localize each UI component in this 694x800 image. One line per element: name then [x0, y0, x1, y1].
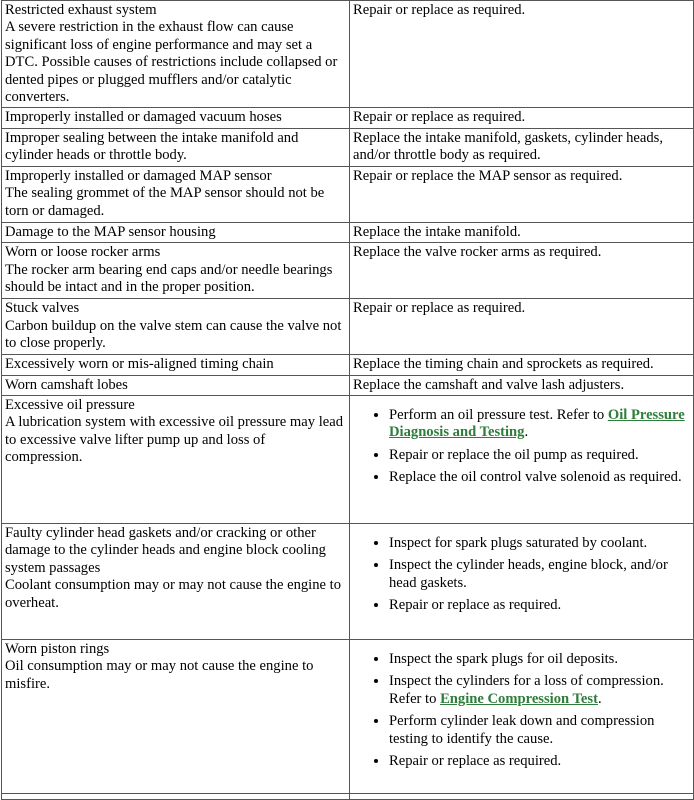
condition-title: Improper sealing between the intake manifold and cylinder heads or throttle body. — [5, 129, 299, 164]
condition-cell — [2, 166, 350, 222]
table-row — [2, 524, 694, 640]
action-cell — [350, 243, 694, 299]
condition-title: Worn or loose rocker arms — [5, 244, 161, 261]
condition-cell — [2, 128, 350, 166]
table-row — [2, 396, 694, 524]
action-text: Repair or replace as required. — [353, 109, 526, 126]
table-row — [2, 108, 694, 128]
action-list — [353, 407, 690, 487]
action-cell — [350, 794, 694, 800]
action-cell — [350, 128, 694, 166]
condition-title: Excessively worn or mis-aligned timing chain — [5, 356, 274, 373]
table-row-partial — [2, 794, 694, 800]
list-item: • Repair or replace as required. — [389, 597, 690, 614]
list-item — [389, 407, 690, 442]
engine-compression-test-link[interactable]: Engine Compression Test — [440, 690, 598, 707]
table-row — [2, 243, 694, 299]
condition-cell — [2, 640, 350, 794]
table-row — [2, 355, 694, 375]
list-item: • Repair or replace as required. — [389, 753, 690, 770]
diagnostic-table — [1, 0, 694, 800]
condition-detail: A severe restriction in the exhaust flow can cause significant loss of engine performance and may set a DTC. Possible causes of restrictions include collapsed or dented pipes or plugged mufflers and/or catalytic converters. — [5, 19, 338, 106]
condition-detail: A lubrication system with excessive oil pressure may lead to excessive valve lifter pump up and loss of compression. — [5, 414, 344, 466]
action-cell — [350, 222, 694, 242]
condition-title: Stuck valves — [5, 300, 80, 317]
action-cell — [350, 375, 694, 395]
condition-cell — [2, 1, 350, 108]
list-item: • Inspect the cylinder heads, engine block, and/or head gaskets. — [389, 557, 690, 592]
action-text: Inspect the cylinders for a loss of compression. Refer to — [389, 673, 664, 707]
action-cell — [350, 355, 694, 375]
punctuation: . — [597, 690, 602, 707]
action-cell — [350, 166, 694, 222]
list-item: • Perform cylinder leak down and compression testing to identify the cause. — [389, 713, 690, 748]
table-row — [2, 299, 694, 355]
action-text: Replace the timing chain and sprockets as required. — [353, 356, 654, 373]
action-cell — [350, 396, 694, 524]
condition-cell — [2, 396, 350, 524]
table-row — [2, 222, 694, 242]
condition-title: Excessive oil pressure — [5, 397, 135, 414]
action-cell — [350, 299, 694, 355]
action-text: Replace the valve rocker arms as required. — [353, 244, 602, 261]
action-cell — [350, 108, 694, 128]
action-cell — [350, 1, 694, 108]
condition-detail: Carbon buildup on the valve stem can cause the valve not to close properly. — [5, 317, 342, 352]
list-item: • Repair or replace the oil pump as required. — [389, 447, 690, 464]
condition-title: Improperly installed or damaged vacuum hoses — [5, 109, 282, 126]
action-cell — [350, 524, 694, 640]
condition-title: Faulty cylinder head gaskets and/or cracking or other damage to the cylinder heads and engine block cooling system passages — [5, 525, 326, 576]
action-text: Replace the intake manifold. — [353, 223, 521, 240]
action-list — [353, 651, 690, 770]
action-text: Perform an oil pressure test. Refer to — [389, 407, 608, 424]
table-row — [2, 1, 694, 108]
condition-detail: Oil consumption may or may not cause the engine to misfire. — [5, 658, 314, 692]
action-text: Replace the intake manifold, gaskets, cylinder heads, and/or throttle body as required. — [353, 129, 664, 164]
list-item: • Replace the oil control valve solenoid as required. — [389, 469, 690, 486]
condition-detail: The sealing grommet of the MAP sensor should not be torn or damaged. — [5, 185, 325, 219]
action-list — [353, 535, 690, 615]
action-text: Repair or replace as required. — [353, 300, 526, 317]
oil-pressure-test-link[interactable]: Oil Pressure Diagnosis and Testing — [389, 407, 685, 441]
action-text: Repair or replace the MAP sensor as required. — [353, 167, 623, 184]
condition-cell — [2, 524, 350, 640]
table-row — [2, 375, 694, 395]
condition-cell — [2, 355, 350, 375]
list-item — [389, 673, 690, 708]
condition-title: Damage to the MAP sensor housing — [5, 223, 216, 240]
punctuation: . — [524, 424, 529, 441]
condition-cell — [2, 299, 350, 355]
list-item: • Inspect the spark plugs for oil deposits. — [389, 651, 690, 668]
list-item: • Inspect for spark plugs saturated by coolant. — [389, 535, 690, 552]
condition-title: Worn camshaft lobes — [5, 376, 128, 393]
action-cell — [350, 640, 694, 794]
condition-title: Restricted exhaust system — [5, 2, 157, 18]
condition-cell — [2, 222, 350, 242]
table-row — [2, 128, 694, 166]
condition-cell — [2, 243, 350, 299]
condition-cell — [2, 108, 350, 128]
condition-detail: The rocker arm bearing end caps and/or needle bearings should be intact and in the proper position. — [5, 261, 333, 296]
condition-cell — [2, 375, 350, 395]
action-text: Repair or replace as required. — [353, 2, 526, 18]
condition-title: Improperly installed or damaged MAP sensor — [5, 167, 272, 184]
condition-detail: Coolant consumption may or may not cause the engine to overheat. — [5, 577, 341, 611]
condition-cell — [2, 794, 350, 800]
action-text: Replace the camshaft and valve lash adjusters. — [353, 376, 625, 393]
table-row — [2, 640, 694, 794]
condition-title: Worn piston rings — [5, 641, 110, 658]
table-row — [2, 166, 694, 222]
